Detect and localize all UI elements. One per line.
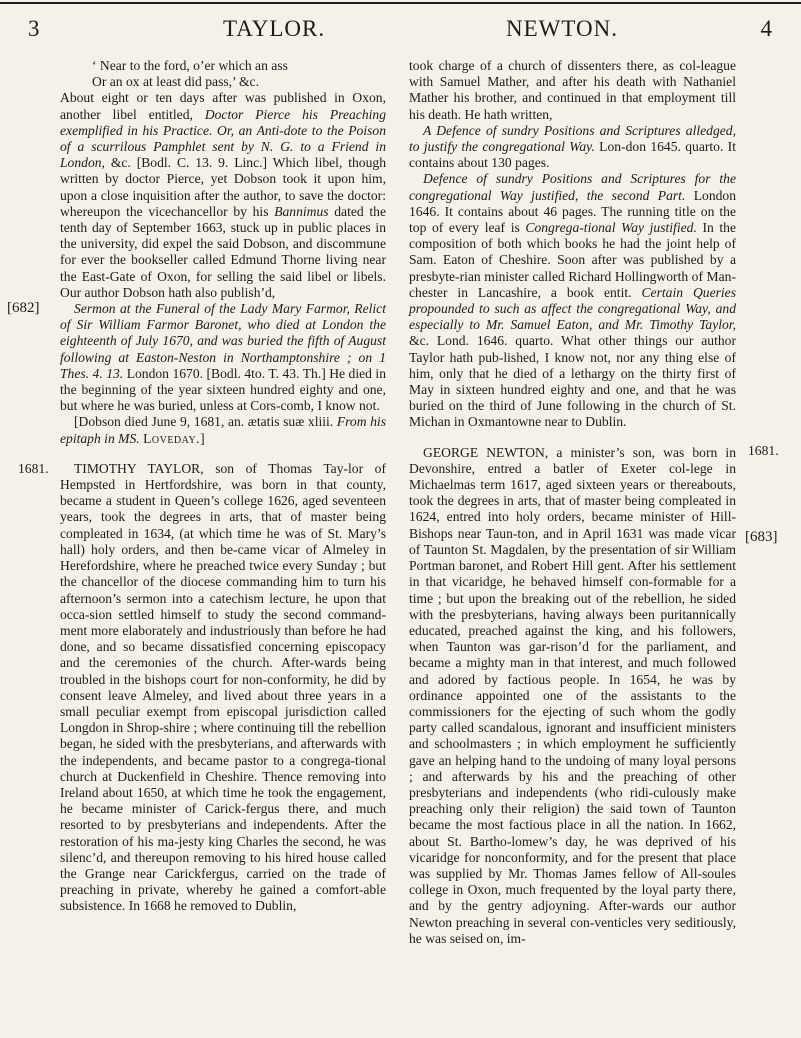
text: Lon-don 1645. quarto. It contains about 130 pages. (409, 139, 736, 171)
signature: Loveday. (143, 430, 201, 446)
entry-newton (409, 445, 736, 947)
text: ] (200, 430, 205, 446)
running-head-left: TAYLOR. (223, 16, 326, 41)
page-number-right: 4 (760, 16, 773, 41)
right-column (409, 58, 736, 947)
book-title: Doctor Pierce his Preaching exemplified in his Practice. Or, an Anti-dote to the Poison of a scurrilous Pamphlet sent by N. G. to a Friend in London, (60, 106, 386, 171)
entry-text: a minister’s son, was born in Devonshire, entred a batler of Exeter col-lege in Michaelmas term 1617, aged sixteen years or thereabouts, took the degrees in arts, that of master being compleated in 1624, entred into holy orders, became minister of Hill-Bishops near Taun-ton, and in April 1631 was made vicar of Taunton St. Magdalen, by the presentation of sir William Portman baronet, and Robert Hill gent. After his settlement in that vicaridge, he behaved himself con-formable for a time ; but upon the breaking out of the rebellion, he sided with the presbyterians, having always been puritannically educated, preached against the king, and his followers, when Taunton was gar-rison’d for the parliament, and became a mighty man in that interest, and much followed and adored by factious people. In 1654, he was by ordinance appointed one of the assistants to the commissioners for the ejecting of such whom the godly party called scandalous, ignorant and insufficient ministers and schoolmasters ; in which employment he sufficiently gave an helping hand to the undoing of many loyal persons ; and afterwards by his and the preaching of other presbyterians and independents (who ridi-culously make preaching only their religion) the said town of Taunton became the most factious place in all the nation. In 1662, about St. Bartho-lomew’s day, he was deprived of his vicaridge for nonconformity, and for the present that place was supplied by Mr. Thomas James fellow of All-soules college in Oxon, much frequented by the loyal party there, and by the gentry adjoyning. After-wards our author Newton preaching in several con-venticles very seditiously, he was seised on, im- (409, 444, 736, 946)
running-head-right: NEWTON. (506, 16, 618, 41)
text: London 1670. [Bodl. 4to. T. 43. Th.] He died in the beginning of the year sixteen hundred eighty and one, but where he was buried, unless at Cors-comb, I know not. (60, 365, 386, 414)
page-number-left: 3 (28, 16, 41, 41)
paragraph (409, 123, 736, 172)
source-note: From his epitaph in MS. (60, 414, 387, 446)
entry-name: TIMOTHY TAYLOR, (74, 460, 204, 476)
paragraph (60, 414, 386, 446)
entry-text: son of Thomas Tay-lor of Hempsted in Hertfordshire, was born in that county, became a student in Queen’s college 1626, aged seventeen years, took the degrees in arts, that of master being compleated in 1634, (at which time he was of St. Mary’s hall) holy orders, and then be-came vicar of Almeley in Herefordshire, where he preached twice every Sunday ; but the chancellor of the diocese commanding him to turn his afternoon’s sermon into a catechism lecture, he upon that occa-sion settled himself to study the second command-ment more elaborately and industriously than before he had done, and so became dissatisfied concerning episcopacy and the ceremonies of the church. After-wards being troubled in the bishops court for non-conformity, he did by consent leave Almeley, and lived about three years in a small peculiar exempt from episcopal jurisdiction called Longdon in Shrop-shire ; where continuing till the rebellion began, he sided with the presbyterians, and afterwards with the independents, and became pastor to a congrega-tional church at Duckenfield in Cheshire. Thence removing into Ireland about 1650, at which time he took the engagement, he became minister of Carick-fergus there, and much resorted to by presbyterians and independents. After the restoration of his ma-jesty king Charles the second, he was silenc’d, and thereupon removing to his hired house called the Grange near Carickfergus, carried on the trade of preaching in private, whereby he gained a comfort-able subsistence. In 1668 he removed to Dublin, (60, 460, 386, 914)
book-title: A Defence of sundry Positions and Scriptures alledged, to justify the congregational Way. (409, 122, 736, 155)
top-rule (0, 2, 801, 4)
text: About eight or ten days after was published in Oxon, another libel entitled, (60, 90, 386, 122)
text: In the composition of both which books he had the joint help of Sam. Eaton of Cheshire. Soon after was published by a presbyte-rian minister called Richard Hollingworth of Man-chester in Lancashire, a book entit. (409, 220, 736, 300)
margin-page-ref-left: [682] (7, 300, 40, 316)
text: [Dobson died June 9, 1681, an. ætatis suæ xliii. (74, 414, 337, 430)
paragraph (60, 90, 386, 301)
verse-line: ‘ Near to the ford, o’er which an ass (92, 58, 288, 73)
margin-year-left: 1681. (18, 461, 49, 476)
margin-page-ref-right: [683] (745, 529, 778, 545)
book-title: Certain Queries propounded to such as affect the congregational Way, and especially to Mr. Samuel Eaton, and Mr. Timothy Taylor, (409, 284, 736, 333)
page-header (28, 16, 773, 46)
text: dated the tenth day of September 1663, stuck up in public places in the university, did expel the said Dobson, and discommune for ever the bookseller called Edmund Thorne living near the East-Gate of Oxon, for selling the said libel or libels. Our author Dobson hath also publish’d, (60, 203, 386, 300)
book-title: Defence of sundry Positions and Scriptures for the congregational Way justified, the second Part. (409, 171, 736, 203)
paragraph: took charge of a church of dissenters there, as col-league with Samuel Mather, and after his death with Nathaniel Mather his brother, and continued in that employment till his death. He hath written, (409, 58, 736, 122)
verse-line: Or an ox at least did pass,’ &c. (92, 74, 259, 90)
entry-taylor (60, 461, 386, 915)
left-column (60, 58, 386, 915)
text: &c. [Bodl. C. 13. 9. Linc.] Which libel, though written by doctor Pierce, yet Dobson took it upon him, upon a close inquisition after the author, to save the doctor: whereupon the vicechancellor by his (60, 155, 386, 219)
margin-year-right: 1681. (748, 443, 779, 458)
text: &c. Lond. 1646. quarto. What other things our author Taylor hath pub-lished, I know not, nor any thing else of him, only that he died of a lethargy on the thirty first of May in sixteen hundred eighty and one, and that he was buried on the third of June following in the church of St. Michan in Oxmantowne near to Dublin. (409, 333, 736, 430)
entry-name: GEORGE NEWTON, (423, 444, 549, 460)
term: Bannimus (274, 203, 329, 219)
book-title: Sermon at the Funeral of the Lady Mary Farmor, Relict of Sir William Farmor Baronet, who died at London the eighteenth of July 1670, and was buried the fifth of August following at Easton-Neston in Northamptonshire ; on 1 Thes. 4. 13. (60, 301, 386, 381)
paragraph (409, 171, 736, 430)
text: London 1646. It contains about 46 pages. The running title on the top of every leaf is (409, 187, 737, 236)
running-title: Congrega-tional Way justified. (525, 220, 697, 236)
paragraph (60, 301, 386, 414)
